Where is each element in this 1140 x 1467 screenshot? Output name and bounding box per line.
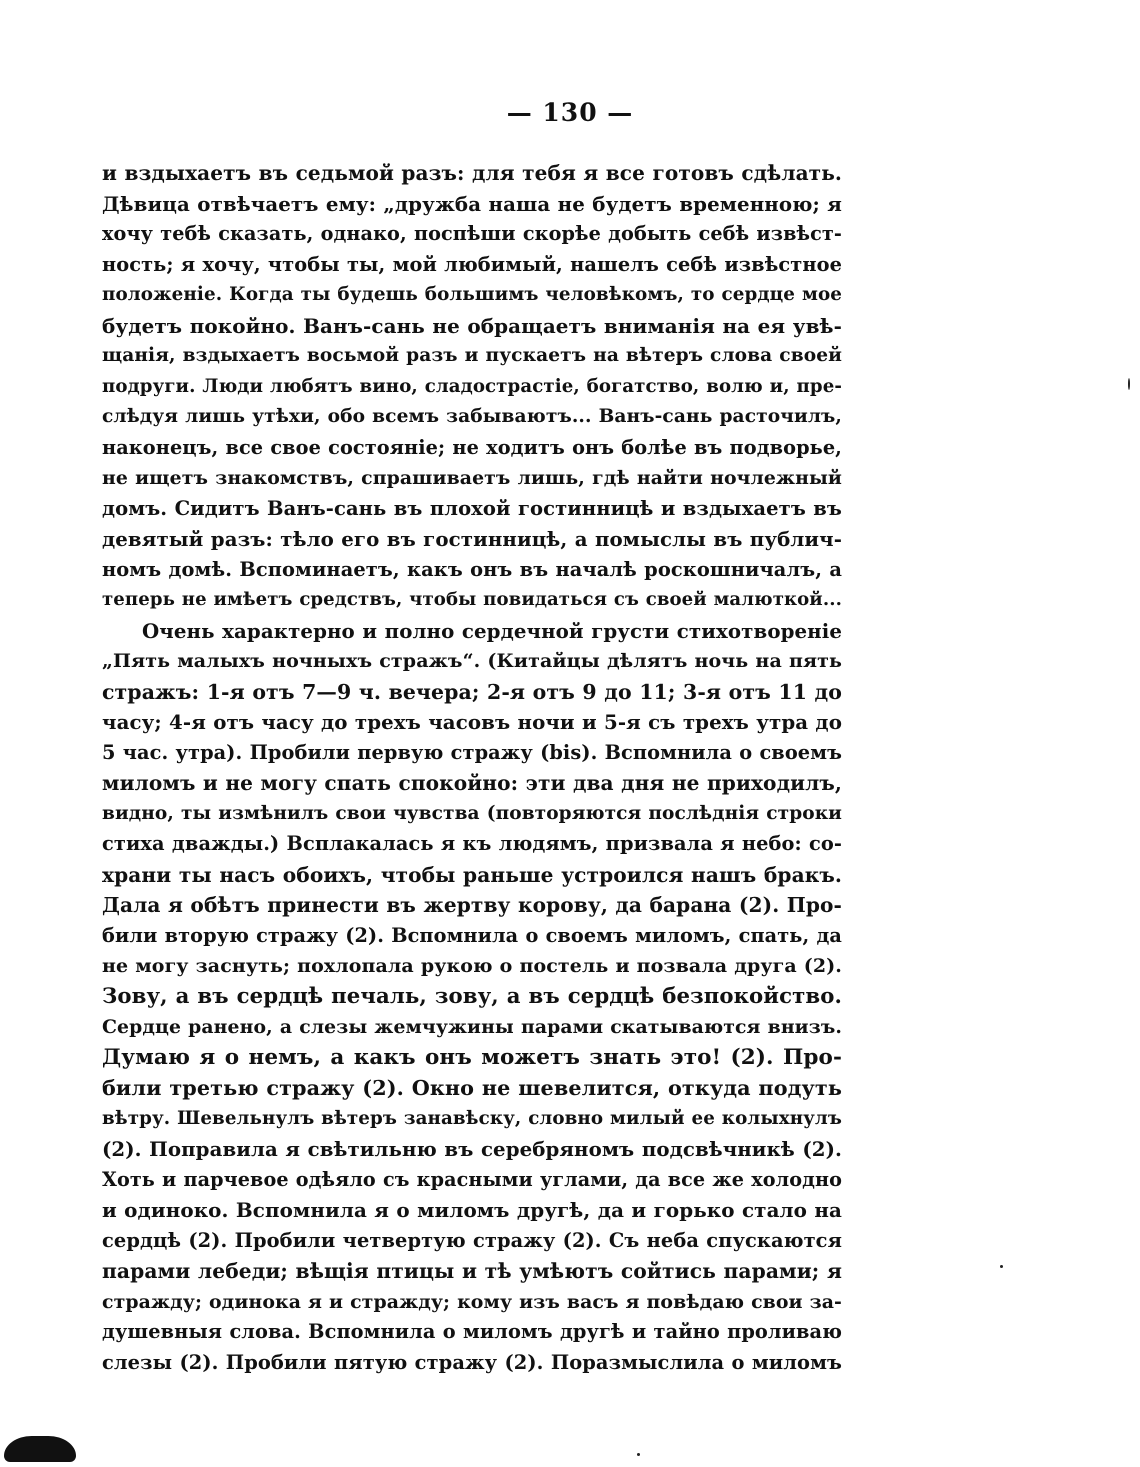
text-line: „Пять малыхъ ночныхъ стражъ“. (Китайцы дѣлятъ ночь на пять bbox=[102, 650, 842, 672]
scan-speck bbox=[1000, 1265, 1003, 1268]
text-line: Дала я обѣтъ принести въ жертву корову, да барана (2). Про- bbox=[102, 893, 842, 917]
text-line: ность; я хочу, чтобы ты, мой любимый, нашелъ себѣ извѣстное bbox=[102, 252, 842, 276]
text-line: не могу заснуть; похлопала рукою о постель и позвала друга (2). bbox=[102, 955, 842, 977]
text-line: Хоть и парчевое одѣяло съ красными углами, да все же холодно bbox=[102, 1167, 842, 1191]
text-line: миломъ и не могу спать спокойно: эти два дня не приходилъ, bbox=[102, 771, 842, 795]
text-line: душевныя слова. Вспомнила о миломъ другѣ и тайно проливаю bbox=[102, 1320, 842, 1343]
text-line: сердцѣ (2). Пробили четвертую стражу (2). Съ неба спускаются bbox=[102, 1228, 842, 1252]
text-line: видно, ты измѣнилъ свои чувства (повторяются послѣднія строки bbox=[102, 802, 842, 824]
text-line: (2). Поправила я свѣтильню въ серебряномъ подсвѣчникѣ (2). bbox=[102, 1137, 842, 1161]
text-line: били третью стражу (2). Окно не шевелится, откуда подуть bbox=[102, 1076, 842, 1100]
text-line: часу; 4-я отъ часу до трехъ часовъ ночи и 5-я съ трехъ утра до bbox=[102, 710, 842, 734]
text-line: Зову, а въ сердцѣ печаль, зову, а въ сердцѣ безпокойство. bbox=[102, 983, 842, 1009]
text-line: хочу тебѣ сказать, однако, поспѣши скорѣе добыть себѣ извѣст- bbox=[102, 222, 842, 245]
text-line: Думаю я о немъ, а какъ онъ можетъ знать это! (2). Про- bbox=[102, 1044, 842, 1070]
text-line: 5 час. утра). Пробили первую стражу (bis). Вспомнила о своемъ bbox=[102, 740, 842, 764]
text-line: Сердце ранено, а слезы жемчужины парами скатываются внизъ. bbox=[102, 1016, 842, 1038]
text-line: щанія, вздыхаетъ восьмой разъ и пускаетъ на вѣтеръ слова своей bbox=[102, 345, 842, 366]
text-line: будетъ покойно. Ванъ-сань не обращаетъ вниманія на ея увѣ- bbox=[102, 313, 842, 338]
text-line: вѣтру. Шевельнулъ вѣтеръ занавѣску, словно милый ее колыхнулъ bbox=[102, 1107, 842, 1129]
text-line: подруги. Люди любятъ вино, сладострастіе, богатство, волю и, пре- bbox=[102, 375, 842, 397]
text-line: наконецъ, все свое состояніе; не ходитъ онъ болѣе въ подворье, bbox=[102, 435, 842, 459]
text-line: стиха дважды.) Всплакалась я къ людямъ, призвала я небо: со- bbox=[102, 832, 842, 855]
text-line: домъ. Сидитъ Ванъ-сань въ плохой гостинницѣ и вздыхаетъ въ bbox=[102, 496, 842, 520]
text-line: девятый разъ: тѣло его въ гостинницѣ, а помыслы въ публич- bbox=[102, 527, 842, 551]
paragraph-start-line: Очень характерно и полно сердечной грусти стихотвореніе bbox=[142, 618, 842, 643]
text-line: били вторую стражу (2). Вспомнила о своемъ миломъ, спать, да bbox=[102, 923, 842, 947]
scan-speck bbox=[637, 1453, 640, 1456]
text-line: и одиноко. Вспомнила я о миломъ другѣ, да и горько стало на bbox=[102, 1198, 842, 1222]
body-text bbox=[102, 158, 842, 1378]
text-line: стражъ: 1-я отъ 7—9 ч. вечера; 2-я отъ 9 до 11; 3-я отъ 11 до bbox=[102, 679, 842, 704]
ink-blot bbox=[4, 1436, 76, 1462]
text-line: номъ домѣ. Вспоминаетъ, какъ онъ въ началѣ роскошничалъ, а bbox=[102, 557, 842, 581]
text-line: положеніе. Когда ты будешь большимъ человѣкомъ, то сердце мое bbox=[102, 284, 842, 305]
text-line: не ищетъ знакомствъ, спрашиваетъ лишь, гдѣ найти ночлежный bbox=[102, 467, 842, 489]
text-line: слѣдуя лишь утѣхи, обо всемъ забываютъ... Ванъ-сань расточилъ, bbox=[102, 406, 842, 427]
page-number: — 130 — bbox=[506, 98, 634, 127]
text-line: теперь не имѣетъ средствъ, чтобы повидаться съ своей малюткой... bbox=[102, 589, 842, 610]
text-line: храни ты насъ обоихъ, чтобы раньше устроился нашъ бракъ. bbox=[102, 862, 842, 887]
text-line: стражду; одинока я и стражду; кому изъ васъ я повѣдаю свои за- bbox=[102, 1290, 842, 1313]
scan-speck bbox=[1128, 378, 1130, 390]
text-line: парами лебеди; вѣщія птицы и тѣ умѣютъ сойтись парами; я bbox=[102, 1259, 842, 1283]
text-line: и вздыхаетъ въ седьмой разъ: для тебя я все готовъ сдѣлать. bbox=[102, 161, 842, 185]
text-line: слезы (2). Пробили пятую стражу (2). Поразмыслила о миломъ bbox=[102, 1350, 842, 1374]
text-line: Дѣвица отвѣчаетъ ему: „дружба наша не будетъ временною; я bbox=[102, 191, 842, 216]
